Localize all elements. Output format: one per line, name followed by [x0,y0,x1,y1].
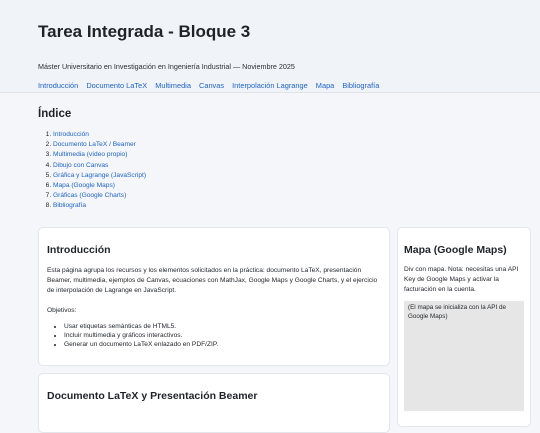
map-title: Mapa (Google Maps) [404,244,507,256]
nav-link-introduccion[interactable]: Introducción [38,81,79,90]
list-item: • Generar un documento LaTeX enlazado en PDF/ZIP. [64,340,381,349]
intro-paragraph: Esta página agrupa los recursos y los elementos solicitados en la práctica: documento LaTeX, presentación Beamer, multimedia, ejemplos de Canvas, ecuaciones con MathJax, Google Maps y Google Charts, y el ejercicio de interpolación de Lagrange en JavaScript. [47,267,378,294]
index-link-introduccion[interactable]: Introducción [53,131,89,138]
index-item [53,171,508,181]
latex-card [38,373,390,433]
index-link-documento-latex[interactable]: Documento LaTeX / Beamer [53,141,136,149]
nav-link-multimedia[interactable]: Multimedia [155,81,191,90]
index-item [53,140,508,150]
intro-title: Introducción [47,244,111,256]
objectives-label: Objetivos: [47,307,77,314]
nav-link-documento-latex[interactable]: Documento LaTeX [86,81,148,90]
index-item [53,181,508,191]
objectives-list [47,322,381,350]
map-placeholder-text: (El mapa se inicializa con la API de Google Maps) [408,304,507,321]
intro-card [38,227,390,366]
index-link-mapa[interactable]: Mapa (Google Maps) [53,182,115,190]
index-item [53,191,508,201]
top-nav [38,81,540,90]
index-link-graficas[interactable]: Gráficas (Google Charts) [53,192,127,200]
page-header [0,0,540,93]
latex-title: Documento LaTeX y Presentación Beamer [47,390,258,402]
index-link-lagrange[interactable]: Gráfica y Lagrange (JavaScript) [53,171,147,179]
map-container[interactable] [404,301,524,411]
index-item [53,201,508,211]
index-section [38,108,508,212]
list-item: • Usar etiquetas semánticas de HTML5. [64,322,381,331]
nav-link-canvas[interactable]: Canvas [199,81,225,90]
index-link-canvas[interactable]: Dibujo con Canvas [53,161,109,169]
nav-link-interpolacion-lagrange[interactable]: Interpolación Lagrange [232,81,308,90]
index-item [53,130,508,140]
map-description: Div con mapa. Nota: necesitas una API Key de Google Maps y activar la facturación en la cuenta. [404,266,519,293]
index-link-multimedia[interactable]: Multimedia (vídeo propio) [53,151,128,159]
page-subtitle: Máster Universitario en Investigación en Ingeniería Industrial — Noviembre 2025 [38,62,295,71]
index-item [53,161,508,171]
index-item [53,150,508,160]
page-title: Tarea Integrada - Bloque 3 [38,22,251,41]
index-list [38,130,508,212]
map-card [397,227,531,427]
nav-link-bibliografia[interactable]: Bibliografía [342,81,380,90]
nav-link-mapa[interactable]: Mapa [315,81,335,90]
list-item: • Incluir multimedia y gráficos interactivos. [64,331,381,340]
index-title: Índice [38,108,72,120]
index-link-bibliografia[interactable]: Bibliografía [53,202,86,210]
